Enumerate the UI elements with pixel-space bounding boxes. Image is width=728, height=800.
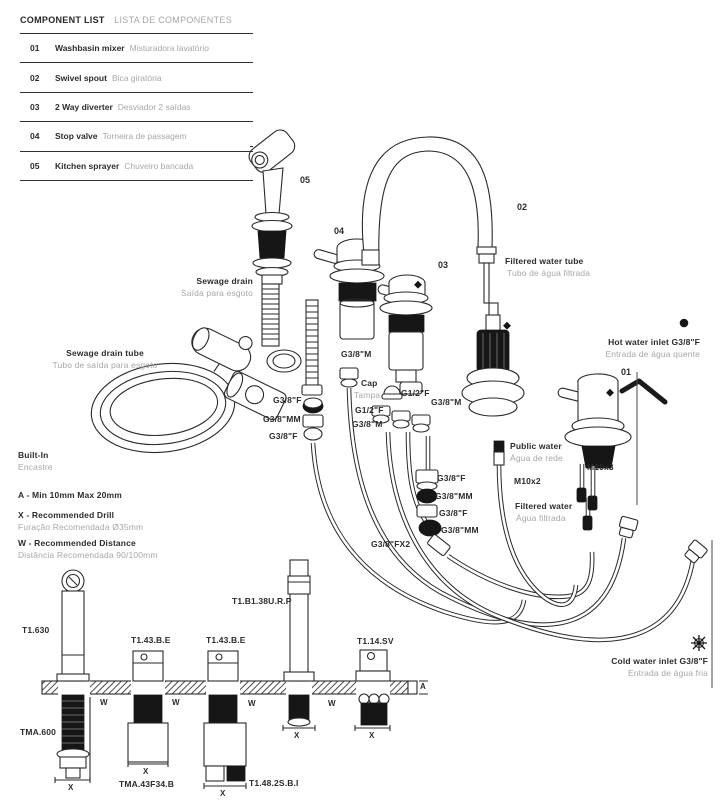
part-t143be-a: T1.43.B.E xyxy=(131,635,171,645)
note-w-pt: Distância Recomendada 90/100mm xyxy=(18,550,158,560)
cold-water-inlet-label-pt: Entrada de água fria xyxy=(627,668,708,678)
callout-04: 04 xyxy=(334,226,345,236)
sewage-drain-tube-label-pt: Tubo de saída para esgoto xyxy=(52,360,158,370)
dim-x-3: X xyxy=(220,789,226,798)
fitting-g38mm-centre-1: G3/8"MM xyxy=(435,491,473,501)
row-number: 04 xyxy=(30,131,40,142)
sewage-drain-drawing xyxy=(262,284,301,372)
filtered-water-tube-label-pt: Tubo de água filtrada xyxy=(507,268,591,278)
mixer-tails-drawing xyxy=(577,464,597,530)
allen-key-drawing xyxy=(622,381,665,402)
row-name-pt: Desviador 2 saídas xyxy=(117,101,191,112)
row-number: 02 xyxy=(30,72,40,83)
row-name-pt: Chuveiro bancada xyxy=(124,160,194,171)
row-name-pt: Bica giratória xyxy=(111,72,162,83)
callout-03: 03 xyxy=(438,260,449,270)
hot-water-inlet-label-pt: Entrada de água quente xyxy=(605,349,700,359)
row-name-en: Kitchen sprayer xyxy=(55,160,120,171)
built-in-label-en: Built-In xyxy=(18,450,49,460)
cartridge-drawing xyxy=(462,303,524,416)
hot-hose-nut-drawing xyxy=(617,516,638,539)
callout-02: 02 xyxy=(517,202,528,212)
dim-x-1: X xyxy=(68,783,74,792)
table-row xyxy=(20,92,253,121)
dim-x-5: X xyxy=(369,731,375,740)
sewage-drain-label-pt: Saída para esgoto xyxy=(180,288,253,298)
public-water-tip-drawing xyxy=(494,441,504,465)
diverter-drawing xyxy=(377,275,432,394)
fitting-m10x2: M10x2 xyxy=(514,476,541,486)
part-t1482sbi: T1.48.2S.B.I xyxy=(249,778,299,788)
row-name-en: Stop valve xyxy=(55,131,98,142)
sewage-drain-label-en: Sewage drain xyxy=(196,276,253,286)
fitting-g38f-centre-2: G3/8"F xyxy=(439,508,468,518)
filtered-water-label-en: Filtered water xyxy=(515,501,573,511)
fitting-g38f-left-1: G3/8"F xyxy=(273,395,302,405)
dim-a: A xyxy=(420,682,426,691)
dim-w-3: W xyxy=(248,699,256,708)
callout-01: 01 xyxy=(621,367,632,377)
cap-label-pt: Tampa xyxy=(354,390,381,400)
fitting-g38m-3: G3/8"M xyxy=(352,419,383,429)
fitting-g38mm-left: G3/8"MM xyxy=(263,414,301,424)
fitting-g38f-left-2: G3/8"F xyxy=(269,431,298,441)
fitting-g12f-1: G1/2"F xyxy=(401,388,430,398)
component-table xyxy=(20,33,253,181)
dim-w-1: W xyxy=(100,698,108,707)
filtered-water-tube-label-en: Filtered water tube xyxy=(505,256,584,266)
fitting-m10x3: M10x3 xyxy=(587,462,614,472)
page-title xyxy=(20,10,232,28)
dim-x-4: X xyxy=(294,731,300,740)
part-t143be-b: T1.43.B.E xyxy=(206,635,246,645)
cold-hose-nut-drawing xyxy=(683,539,708,564)
sewage-drain-tube-label-en: Sewage drain tube xyxy=(66,348,144,358)
fitting-g38m-2: G3/8"M xyxy=(431,397,462,407)
row-number: 05 xyxy=(30,160,40,171)
dim-w-4: W xyxy=(328,699,336,708)
snowflake-icon xyxy=(691,635,707,651)
row-name-en: Swivel spout xyxy=(55,72,107,83)
part-tma43f34b: TMA.43F34.B xyxy=(119,779,175,789)
cap-label-en: Cap xyxy=(361,378,378,388)
dim-w-2: W xyxy=(172,698,180,707)
t143be-b-drawing xyxy=(204,651,246,789)
filtered-water-label-pt: Água filtrada xyxy=(516,513,566,523)
hose-top-nut-drawing xyxy=(340,368,358,387)
row-name-pt: Misturadora lavatório xyxy=(129,43,209,54)
fitting-g12f-2: G1/2"F xyxy=(355,405,384,415)
table-row xyxy=(20,33,253,62)
hot-water-inlet-label-en: Hot water inlet G3/8"F xyxy=(608,337,700,347)
built-in-label-pt: Encastre xyxy=(18,462,53,472)
t143be-a-drawing xyxy=(128,651,168,767)
row-name-en: Washbasin mixer xyxy=(55,43,125,54)
public-water-label-pt: Água de rede xyxy=(510,453,563,463)
part-t1b138urp: T1.B1.38U.R.P xyxy=(232,596,292,606)
cap-drawing xyxy=(382,386,402,399)
note-a: A - Min 10mm Max 20mm xyxy=(18,490,122,500)
cold-water-inlet-label-en: Cold water inlet G3/8"F xyxy=(611,656,708,666)
note-x-en: X - Recommended Drill xyxy=(18,510,115,520)
part-t114sv: T1.14.SV xyxy=(357,636,394,646)
t1b138urp-drawing xyxy=(283,560,315,731)
fitting-g38f-centre-1: G3/8"F xyxy=(437,473,466,483)
washbasin-mixer-drawing xyxy=(557,374,631,468)
part-tma600: TMA.600 xyxy=(20,727,57,737)
fitting-g38m-1: G3/8"M xyxy=(341,349,372,359)
component-list-title-pt: LISTA DE COMPONENTES xyxy=(114,15,233,25)
part-t1630: T1.630 xyxy=(22,625,50,635)
kitchen-sprayer-drawing xyxy=(245,126,298,284)
row-name-en: 2 Way diverter xyxy=(55,101,113,112)
dim-x-2: X xyxy=(143,767,149,776)
row-number: 03 xyxy=(30,101,40,112)
note-w-en: W - Recommended Distance xyxy=(18,538,136,548)
row-number: 01 xyxy=(30,43,40,54)
callout-05: 05 xyxy=(300,175,311,185)
t1630-drawing xyxy=(55,570,90,783)
public-water-label-en: Public water xyxy=(510,441,562,451)
note-x-pt: Furação Recomendada Ø35mm xyxy=(18,522,144,532)
row-name-pt: Torneira de passagem xyxy=(102,131,187,142)
drain-fittings-drawing xyxy=(302,300,323,440)
table-row xyxy=(20,151,253,181)
fitting-g38fx2: G3/8"FX2 xyxy=(371,539,411,549)
table-row xyxy=(20,62,253,91)
fitting-g38mm-centre-2: G3/8"MM xyxy=(441,525,479,535)
table-row xyxy=(20,121,253,150)
component-list-title-en: COMPONENT LIST xyxy=(20,15,105,25)
hot-dot-icon xyxy=(680,319,689,328)
